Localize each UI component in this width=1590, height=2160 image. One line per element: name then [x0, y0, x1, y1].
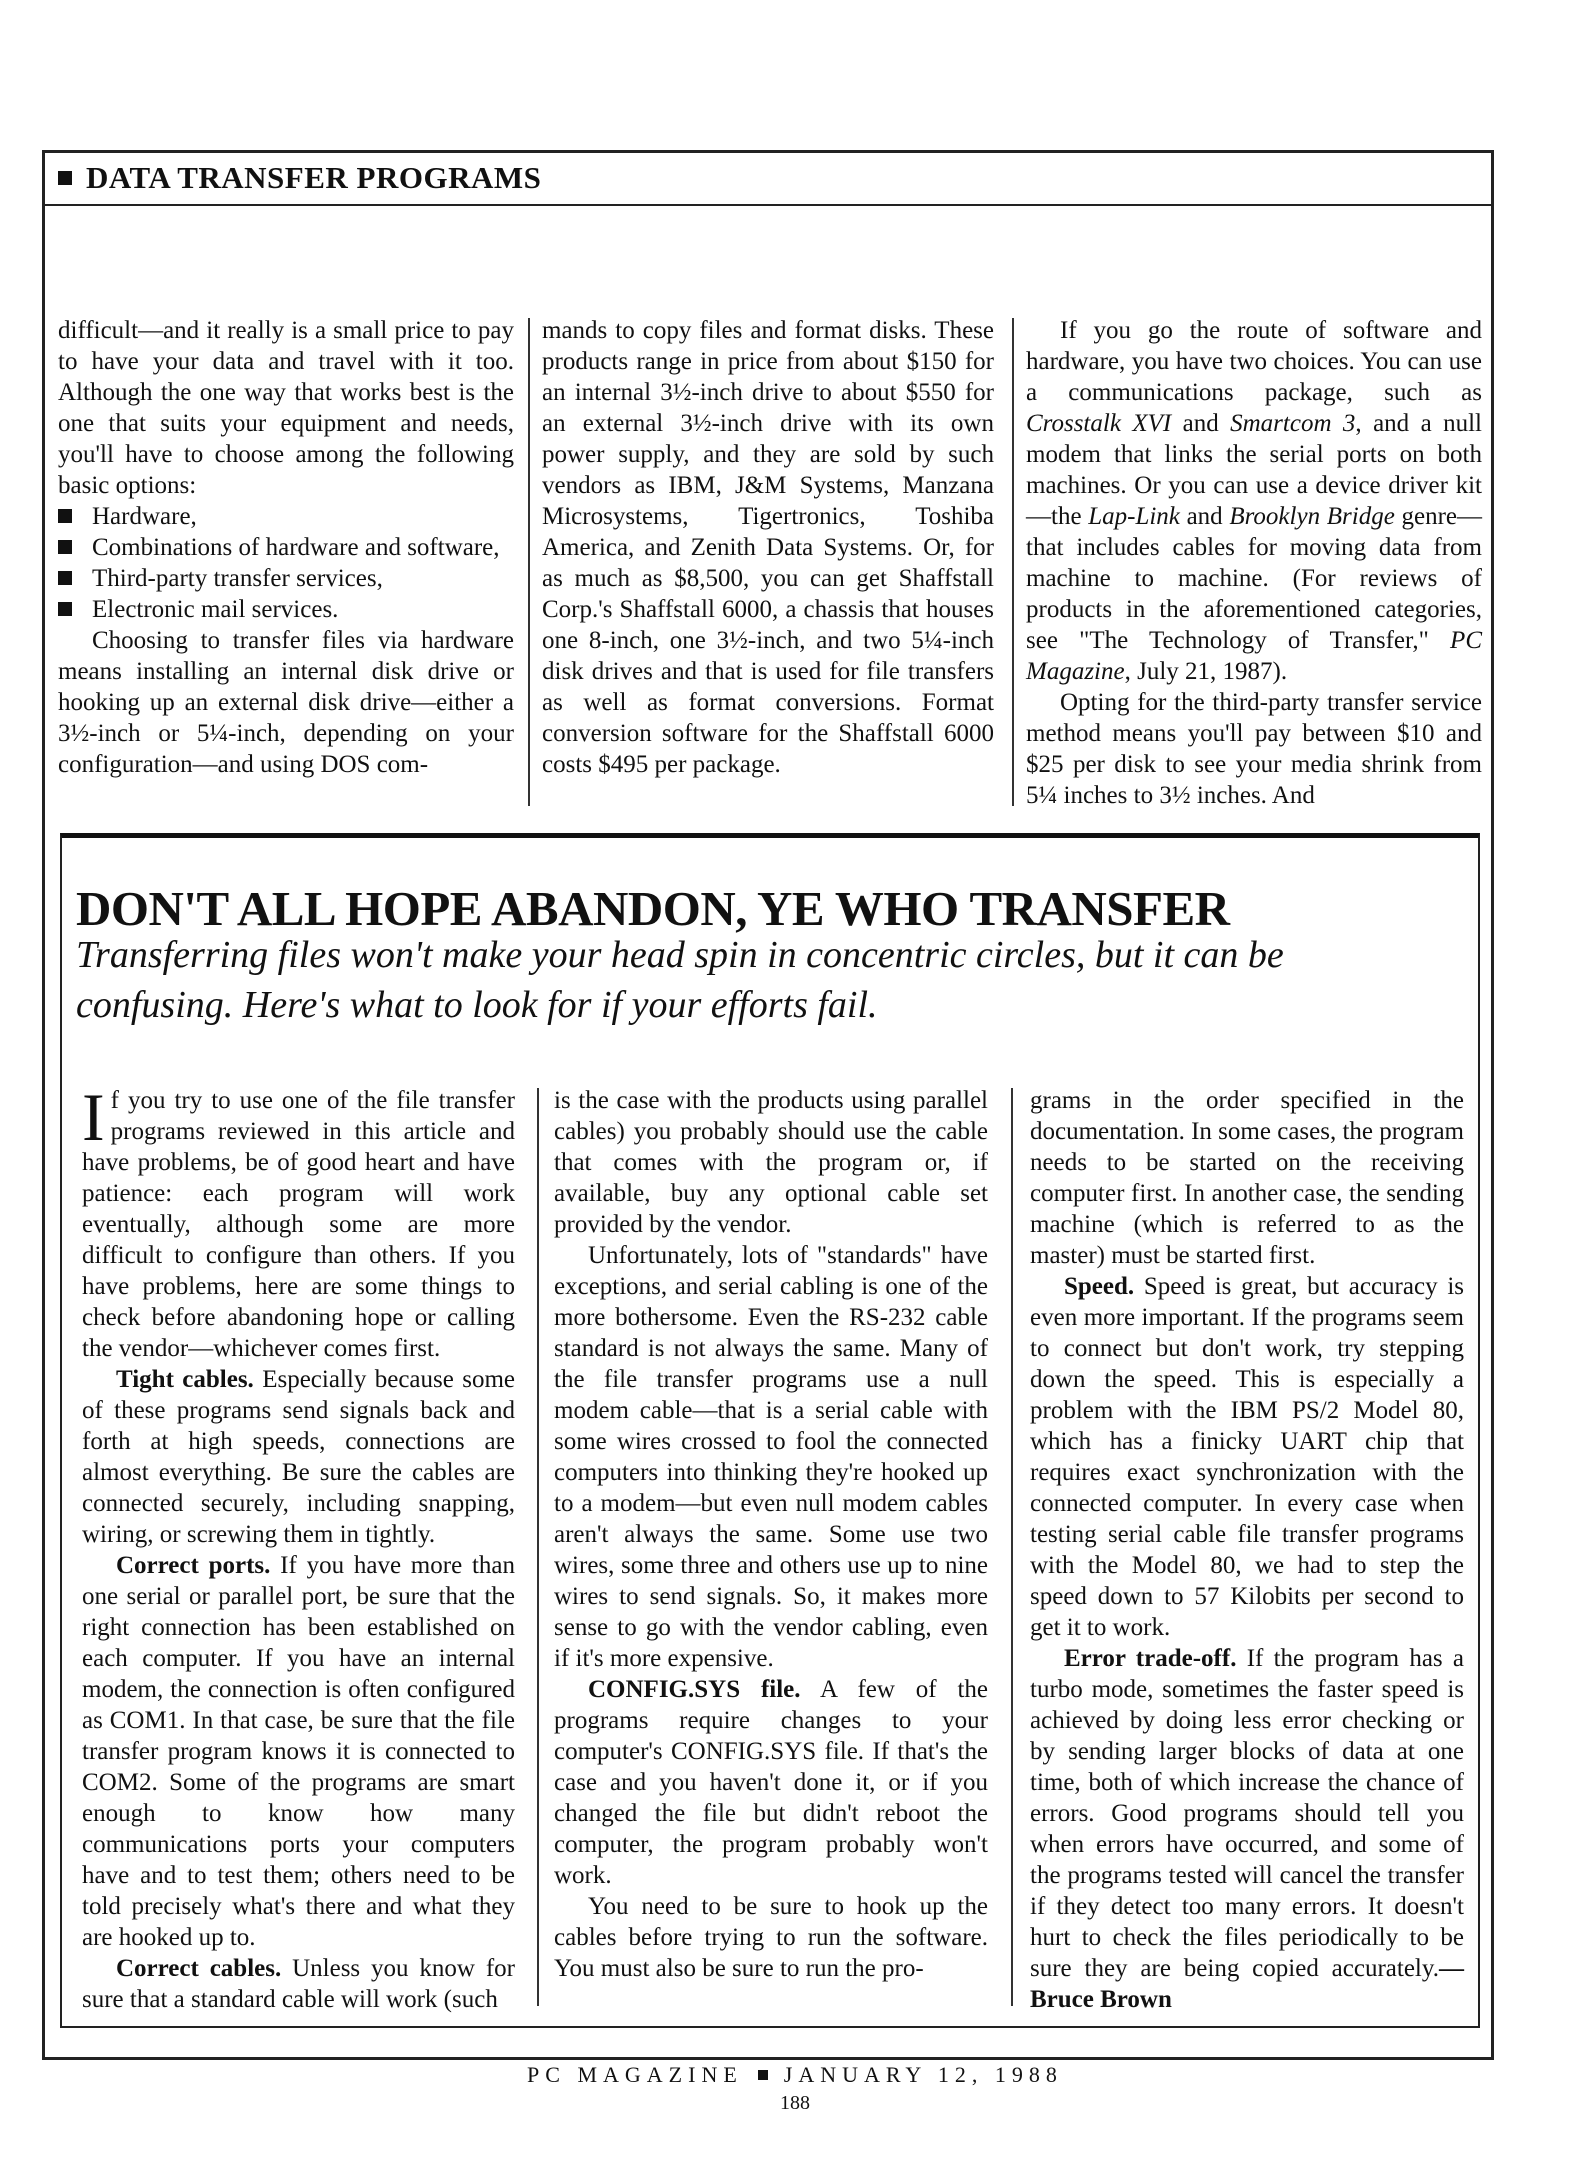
product-name: Crosstalk XVI — [1026, 410, 1172, 437]
run-in-head: Correct ports. — [116, 1552, 271, 1579]
section-title — [58, 160, 541, 196]
article-paragraph: Opting for the third-party transfer service method means you'll pay between $10 and $25 per disk to see your media shrink from 5¼ inches to 3½ inches. And — [1026, 689, 1482, 809]
product-name: Brooklyn Bridge — [1229, 503, 1395, 530]
sidebar-title: DON'T ALL HOPE ABANDON, YE WHO TRANSFER — [76, 881, 1230, 936]
article-paragraph: Choosing to transfer files via hardware means installing an internal disk drive or hooking up an external disk drive—either a 3½-inch or 5¼-inch, depending on your configuration—and using DOS com- — [58, 627, 514, 778]
column-divider — [537, 1088, 539, 2006]
run-in-head: CONFIG.SYS file. — [588, 1676, 801, 1703]
option-email: Electronic mail services. — [58, 594, 514, 625]
sidebar-paragraph: You need to be sure to hook up the cables before trying to run the software. You must also be sure to run the pro- — [554, 1893, 988, 1982]
publication-name: PC Magazine — [1026, 627, 1482, 685]
section-title-text: DATA TRANSFER PROGRAMS — [86, 160, 542, 195]
option-hardware: Hardware, — [58, 501, 514, 532]
article-paragraph: If you go the route of software and hardware, you have two choices. You can use a communications package, such as Crosstalk XVI and Smartcom 3, and a null modem that links the serial ports on both machines. Or you can use a device driver kit—the Lap-Link and Brooklyn Bridge genre—that includes cables for moving data from machine to machine. (For reviews of products in the aforementioned categories, see "The Technology of Transfer," PC Magazine, July 21, 1987). — [1026, 317, 1482, 685]
sidebar-column-3 — [1030, 1085, 1464, 2015]
byline: —Bruce Brown — [1030, 1955, 1464, 2013]
sidebar-column-2 — [554, 1085, 988, 1984]
sidebar-paragraph: CONFIG.SYS file. A few of the programs require changes to your computer's CONFIG.SYS file. If that's the case and you haven't done it, or if you changed the file but didn't reboot the computer, the program probably won't work. — [554, 1676, 988, 1889]
option-combinations: Combinations of hardware and software, — [58, 532, 514, 563]
run-in-head: Tight cables. — [116, 1366, 254, 1393]
bullet-square-icon — [758, 2070, 768, 2080]
sidebar-paragraph: is the case with the products using parallel cables) you probably should use the cable that comes with the program or, if available, buy any optional cable set provided by the vendor. — [554, 1087, 988, 1238]
sidebar-paragraph: Correct cables. Unless you know for sure that a standard cable will work (such — [82, 1955, 515, 2013]
article-column-1 — [58, 315, 514, 780]
sidebar-paragraph: If you try to use one of the file transfer programs reviewed in this article and have problems, be of good heart and have patience: each program will work eventually, although some are more difficult to configure than others. If you have problems, here are some things to check before abandoning hope or calling the vendor—whichever comes first. — [82, 1079, 515, 1362]
sidebar-paragraph: grams in the order specified in the documentation. In some cases, the program needs to be started on the receiving computer first. In another case, the sending machine (which is referred to as the master) must be started first. — [1030, 1087, 1464, 1269]
sidebar-column-1 — [82, 1079, 515, 2015]
issue-date: JANUARY 12, 1988 — [783, 2062, 1063, 2087]
sidebar-paragraph: Tight cables. Especially because some of these programs send signals back and forth at high speeds, connections are almost everything. Be sure the cables are connected securely, including snapping, wiring, or screwing them in tightly. — [82, 1366, 515, 1548]
column-divider — [528, 318, 530, 806]
article-column-2 — [542, 315, 994, 780]
page-footer — [0, 2062, 1590, 2088]
sidebar-paragraph: Speed. Speed is great, but accuracy is even more important. If the programs seem to connect but don't work, try stepping down the speed. This is especially a problem with the IBM PS/2 Model 80, which has a finicky UART chip that requires exact synchronization with the connected computer. In every case when testing serial cable file transfer programs with the Model 80, we had to step the speed down to 57 Kilobits per second to get it to work. — [1030, 1273, 1464, 1641]
run-in-head: Correct cables. — [116, 1955, 282, 1982]
magazine-name: PC MAGAZINE — [527, 2062, 743, 2087]
page-number: 188 — [780, 2092, 810, 2114]
run-in-head: Error trade-off. — [1064, 1645, 1237, 1672]
product-name: Lap-Link — [1088, 503, 1180, 530]
drop-cap: I — [82, 1079, 105, 1155]
bullet-square-icon — [58, 171, 72, 185]
article-column-3 — [1026, 315, 1482, 811]
sidebar-paragraph: Correct ports. If you have more than one serial or parallel port, be sure that the right connection has been established on each computer. If you have an internal modem, the connection is often configured as COM1. In that case, be sure that the file transfer program knows it is connected to COM2. Some of the programs are smart enough to know how many communications ports your computers have and to test them; others need to be told precisely what's there and what they are hooked up to. — [82, 1552, 515, 1951]
article-paragraph: mands to copy files and format disks. These products range in price from about $150 for an internal 3½-inch drive to about $550 for an external 3½-inch drive with its own power supply, and they are sold by such vendors as IBM, J&M Systems, Manzana Microsystems, Tigertronics, Toshiba America, and Zenith Data Systems. Or, for as much as $8,500, you can get Shaffstall Corp.'s Shaffstall 6000, a chassis that houses one 8-inch, one 3½-inch, and two 5¼-inch disk drives and that is used for file transfers as well as format conversions. Format conversion software for the Shaffstall 6000 costs $495 per package. — [542, 317, 994, 778]
column-divider — [1011, 1088, 1013, 2006]
sidebar-paragraph: Error trade-off. If the program has a turbo mode, sometimes the faster speed is achieved by doing less error checking or by sending larger blocks of data at one time, both of which increase the chance of errors. Good programs should tell you when errors have occurred, and some of the programs tested will cancel the transfer if they detect too many errors. It doesn't hurt to check the files periodically to be sure they are being copied accurately.—Bruce Brown — [1030, 1645, 1464, 2013]
product-name: Smartcom 3 — [1230, 410, 1356, 437]
run-in-head: Speed. — [1064, 1273, 1135, 1300]
sidebar-deck: Transferring files won't make your head spin in concentric circles, but it can be confusing. Here's what to look for if your efforts fail. — [76, 934, 1284, 1026]
article-paragraph: difficult—and it really is a small price to pay to have your data and travel with it too. Although the one way that works best is the one that suits your equipment and needs, you'll have to choose among the following basic options: — [58, 317, 514, 499]
column-divider — [1012, 318, 1014, 806]
sidebar-paragraph: Unfortunately, lots of "standards" have exceptions, and serial cabling is one of the more bothersome. Even the RS-232 cable standard is not always the same. Many of the file transfer programs use a null modem cable—that is a serial cable with some wires crossed to fool the connected computers into thinking they're hooked up to a modem—but even null modem cables aren't always the same. Some use two wires, some three and others use up to nine wires to send signals. So, it makes more sense to go with the vendor cabling, even if it's more expensive. — [554, 1242, 988, 1672]
option-third-party: Third-party transfer services, — [58, 563, 514, 594]
